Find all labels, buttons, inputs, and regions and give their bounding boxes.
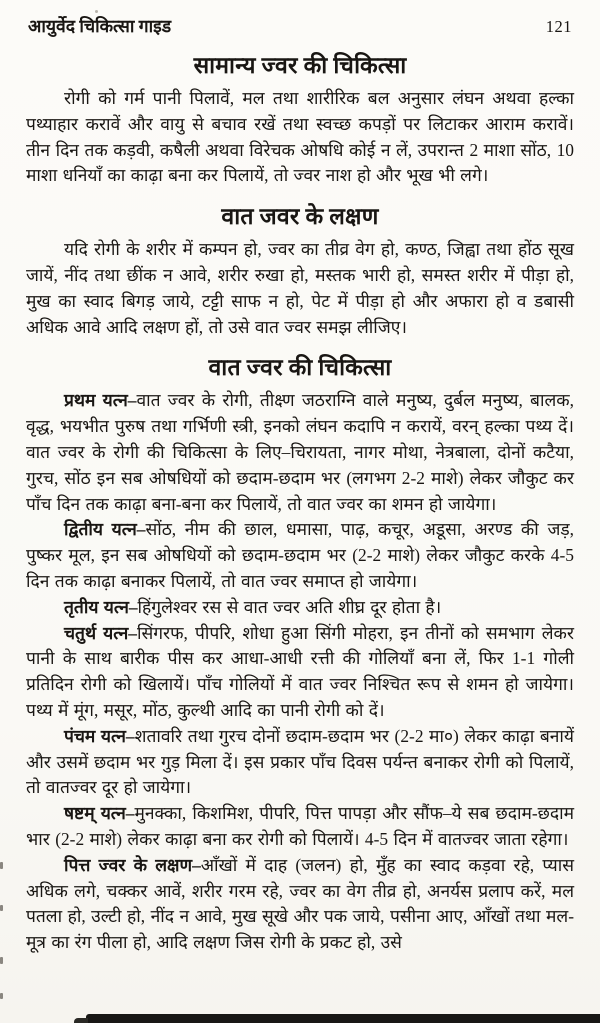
section-heading-general-fever-treatment: सामान्य ज्वर की चिकित्सा (193, 53, 407, 78)
paragraph-second-remedy (26, 517, 574, 594)
paragraph-pitta-fever-symptoms (26, 853, 574, 956)
scan-edge-shadow (86, 1014, 600, 1023)
page-number: 121 (545, 17, 572, 36)
scan-artifact (0, 905, 3, 911)
scan-artifact (95, 10, 98, 13)
paragraph-lead: षष्टम् यत्न– (64, 803, 135, 824)
paragraph-fifth-remedy (26, 724, 574, 801)
scan-artifact (0, 862, 3, 869)
paragraph-text: रोगी को गर्म पानी पिलावें, मल तथा शारीरिक बल अनुसार लंघन अथवा हल्का पथ्याहार करावें और वायु से बचाव रखें तथा स्वच्छ कपड़ों पर लिटाकर आराम करावें। तीन दिन तक कड़वी, कषैली अथवा विरेचक ओषधि कोई न लें, उपरान्त 2 माशा सोंठ, 10 माशा धनियाँ का काढ़ा बना कर पिलायें, तो ज्वर नाश हो और भूख भी लगे। (26, 88, 574, 186)
paragraph-lead: द्वितीय यत्न– (64, 519, 146, 540)
paragraph-lead: पंचम यत्न– (64, 725, 135, 746)
scan-artifact (0, 993, 3, 999)
paragraph-text: सोंठ, नीम की छाल, धमासा, पाढ़, कचूर, अडूसा, अरण्ड की जड़, पुष्कर मूल, इन सब ओषधियों को छदाम-छदाम भर (2-2 माशे) लेकर जौकुट करके 4-5 दिन तक काढ़ा बनाकर पिलायें, तो वात ज्वर समाप्त हो जायेगा। (26, 519, 574, 591)
paragraph-lead: तृतीय यत्न– (64, 596, 138, 617)
paragraph-lead: पित्त ज्वर के लक्षण– (64, 854, 201, 875)
paragraph-text: यदि रोगी के शरीर में कम्पन हो, ज्वर का तीव्र वेग हो, कण्ठ, जिह्वा तथा होंठ सूख जायें, नींद तथा छींक न आवे, शरीर रुखा हो, मस्तक भारी हो, समस्त शरीर में पीड़ा हो, मुख का स्वाद बिगड़ जाये, टट्टी साफ न हो, पेट में पीड़ा हो और अफारा हो व डबासी अधिक आवे आदि लक्षण हों, तो उसे वात ज्वर समझ लीजिए। (26, 239, 574, 337)
paragraph-text: मुनक्का, किशमिश, पीपरि, पित्त पापड़ा और सौंफ–ये सब छदाम-छदाम भार (2-2 माशे) लेकर काढ़ा बना कर रोगी को पिलायें। 4-5 दिन में वातज्वर जाता रहेगा। (26, 803, 574, 849)
paragraph-lead: चतुर्थ यत्न– (64, 622, 137, 643)
paragraph-sixth-remedy (26, 801, 574, 853)
running-header (28, 14, 572, 38)
paragraph-text: शतावरि तथा गुरच दोनों छदाम-छदाम भर (2-2 मा०) लेकर काढ़ा बनायें और उसमें छदाम भर गुड़ मिला दें। इस प्रकार पाँच दिवस पर्यन्त बनाकर रोगी को पिलायें, तो वातज्वर दूर हो जायेगा। (26, 725, 574, 798)
section-heading-vata-fever-symptoms: वात जवर के लक्षण (221, 204, 379, 230)
paragraph-first-remedy (26, 388, 574, 517)
paragraph-text: हिंगुलेश्वर रस से वात ज्वर अति शीघ्र दूर होता है। (137, 596, 442, 617)
paragraph-text: आँखों में दाह (जलन) हो, मुँह का स्वाद कड़वा रहे, प्यास अधिक लगे, चक्कर आवें, शरीर गरम रहे, ज्वर का वेग तीव्र हो, अनर्यस प्रलाप करें, मल पतला हो, उल्टी हो, नींद न आवे, मुख सूखे और पक जाये, पसीना आए, आँखों तथा मल-मूत्र का रंग पीला हो, आदि लक्षण जिस रोगी के प्रकट हो, उसे (26, 854, 574, 953)
scan-artifact (0, 957, 3, 964)
paragraph-third-remedy (26, 595, 574, 621)
section-heading-vata-fever-treatment: वात ज्वर की चिकित्सा (208, 355, 392, 381)
paragraph-lead: प्रथम यत्न– (64, 390, 137, 411)
paragraph-vata-symptoms (26, 237, 574, 340)
paragraph-text: वात ज्वर के रोगी, तीक्ष्ण जठराग्नि वाले मनुष्य, दुर्बल मनुष्य, बालक, वृद्ध, भयभीत पुरुष तथा गर्भिणी स्त्री, इनको लंघन कदापि न करायें, वरन् हल्का पथ्य दें। वात ज्वर के रोगी की चिकित्सा के लिए–चिरायता, नागर मोथा, नेत्रबाला, दोनों कटैया, गुरच, सोंठ इन सब ओषधियों को छदाम-छदाम भर (लगभग 2-2 माशे) लेकर जौकुट कर पाँच दिन तक काढ़ा बना-बना कर पिलायें, तो वात ज्वर का शमन हो जायेगा। (26, 390, 574, 514)
paragraph-general-fever (26, 86, 574, 189)
paragraph-fourth-remedy (26, 621, 574, 724)
book-title: आयुर्वेद चिकित्सा गाइड (28, 16, 172, 36)
paragraph-text: सिंगरफ, पीपरि, शोधा हुआ सिंगी मोहरा, इन तीनों को समभाग लेकर पानी के साथ बारीक पीस कर आधा-आधी रत्ती की गोलियाँ बना लें, फिर 1-1 गोली प्रतिदिन रोगी को खिलायें। पाँच गोलियों में वात ज्वर निश्चित रूप से शमन हो जायेगा। पथ्य में मूंग, मसूर, मोंठ, कुल्थी आदि का पानी रोगी को दें। (26, 622, 574, 720)
